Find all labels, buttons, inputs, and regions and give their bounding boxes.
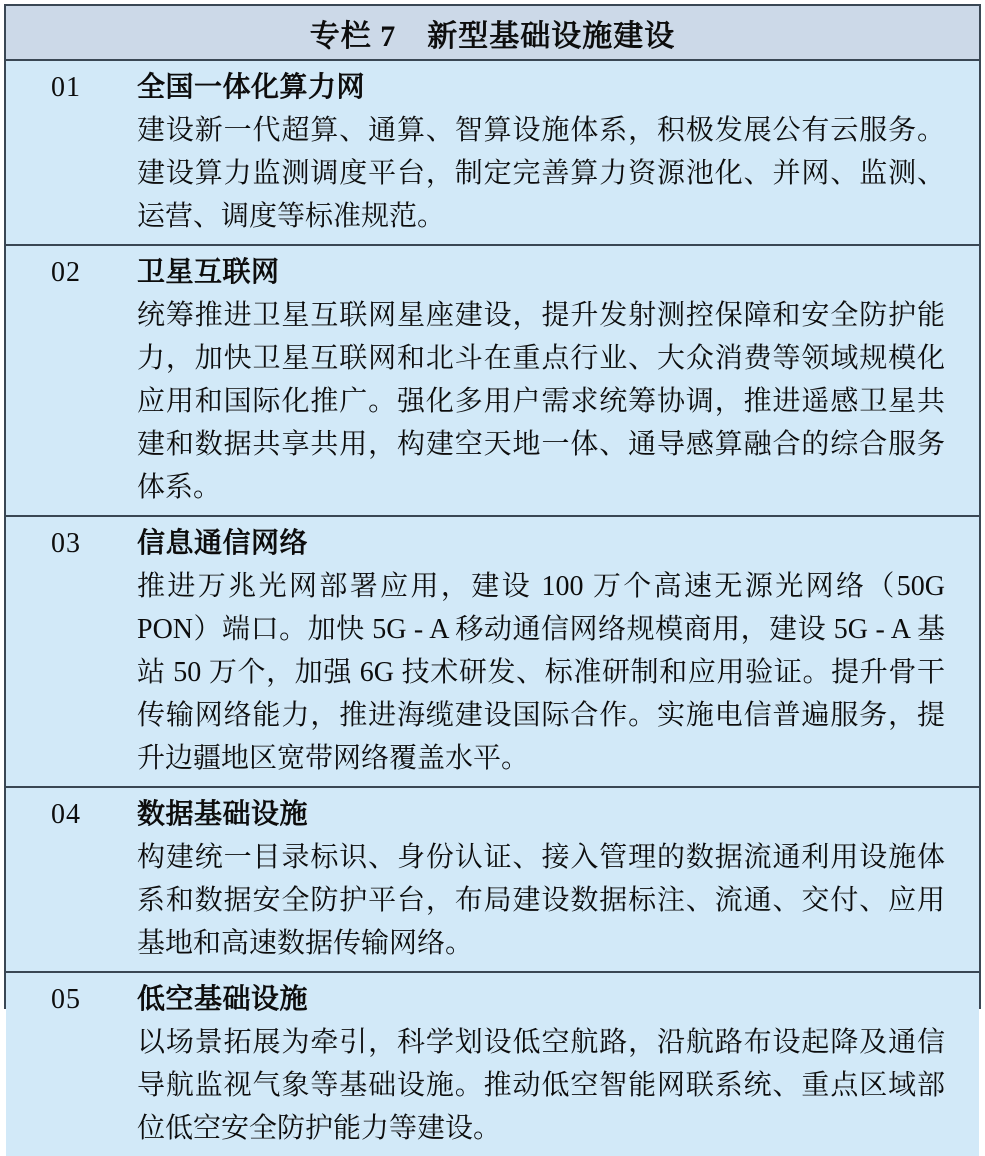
section-heading-row [6,251,979,294]
section-body: 构建统一目录标识、身份认证、接入管理的数据流通利用设施体系和数据安全防护平台，布局建设数据标注、流通、交付、应用基地和高速数据传输网络。 [137,842,945,959]
section-heading-row [6,66,979,109]
section-row [6,788,979,973]
section-heading-row [6,522,979,565]
section-heading: 低空基础设施 [137,984,309,1015]
section-heading-row [6,793,979,836]
section-heading: 数据基础设施 [137,799,309,830]
section-body: 建设新一代超算、通算、智算设施体系，积极发展公有云服务。建设算力监测调度平台，制定完善算力资源池化、并网、监测、运营、调度等标准规范。 [137,115,945,232]
section-body: 统筹推进卫星互联网星座建设，提升发射测控保障和安全防护能力，加快卫星互联网和北斗在重点行业、大众消费等领域规模化应用和国际化推广。强化多用户需求统筹协调，推进遥感卫星共建和数据共享共用，构建空天地一体、通导感算融合的综合服务体系。 [137,300,945,503]
section-number: 03 [51,528,81,559]
section-number: 01 [51,72,81,103]
section-number: 02 [51,257,81,288]
section-heading: 全国一体化算力网 [137,72,366,103]
infrastructure-box [4,4,981,1144]
section-number: 04 [51,799,81,830]
section-number: 05 [51,984,81,1015]
section-row [6,973,979,1156]
section-heading-row [6,978,979,1021]
section-body: 推进万兆光网部署应用，建设 100 万个高速无源光网络（50G PON）端口。加快 5G - A 移动通信网络规模商用，建设 5G - A 基站 50 万个，加强 6G 技术研发、标准研制和应用验证。提升骨干传输网络能力，推进海缆建设国际合作。实施电信普遍服务，提升边疆地区宽带网络覆盖水平。 [137,571,945,774]
section-body: 以场景拓展为牵引，科学划设低空航路，沿航路布设起降及通信导航监视气象等基础设施。推动低空智能网联系统、重点区域部位低空安全防护能力等建设。 [137,1027,945,1144]
section-heading: 信息通信网络 [137,528,309,559]
section-row [6,61,979,246]
section-row [6,517,979,788]
section-heading: 卫星互联网 [137,257,280,288]
section-row [6,246,979,517]
box-title: 专栏 7 新型基础设施建设 [6,6,979,61]
